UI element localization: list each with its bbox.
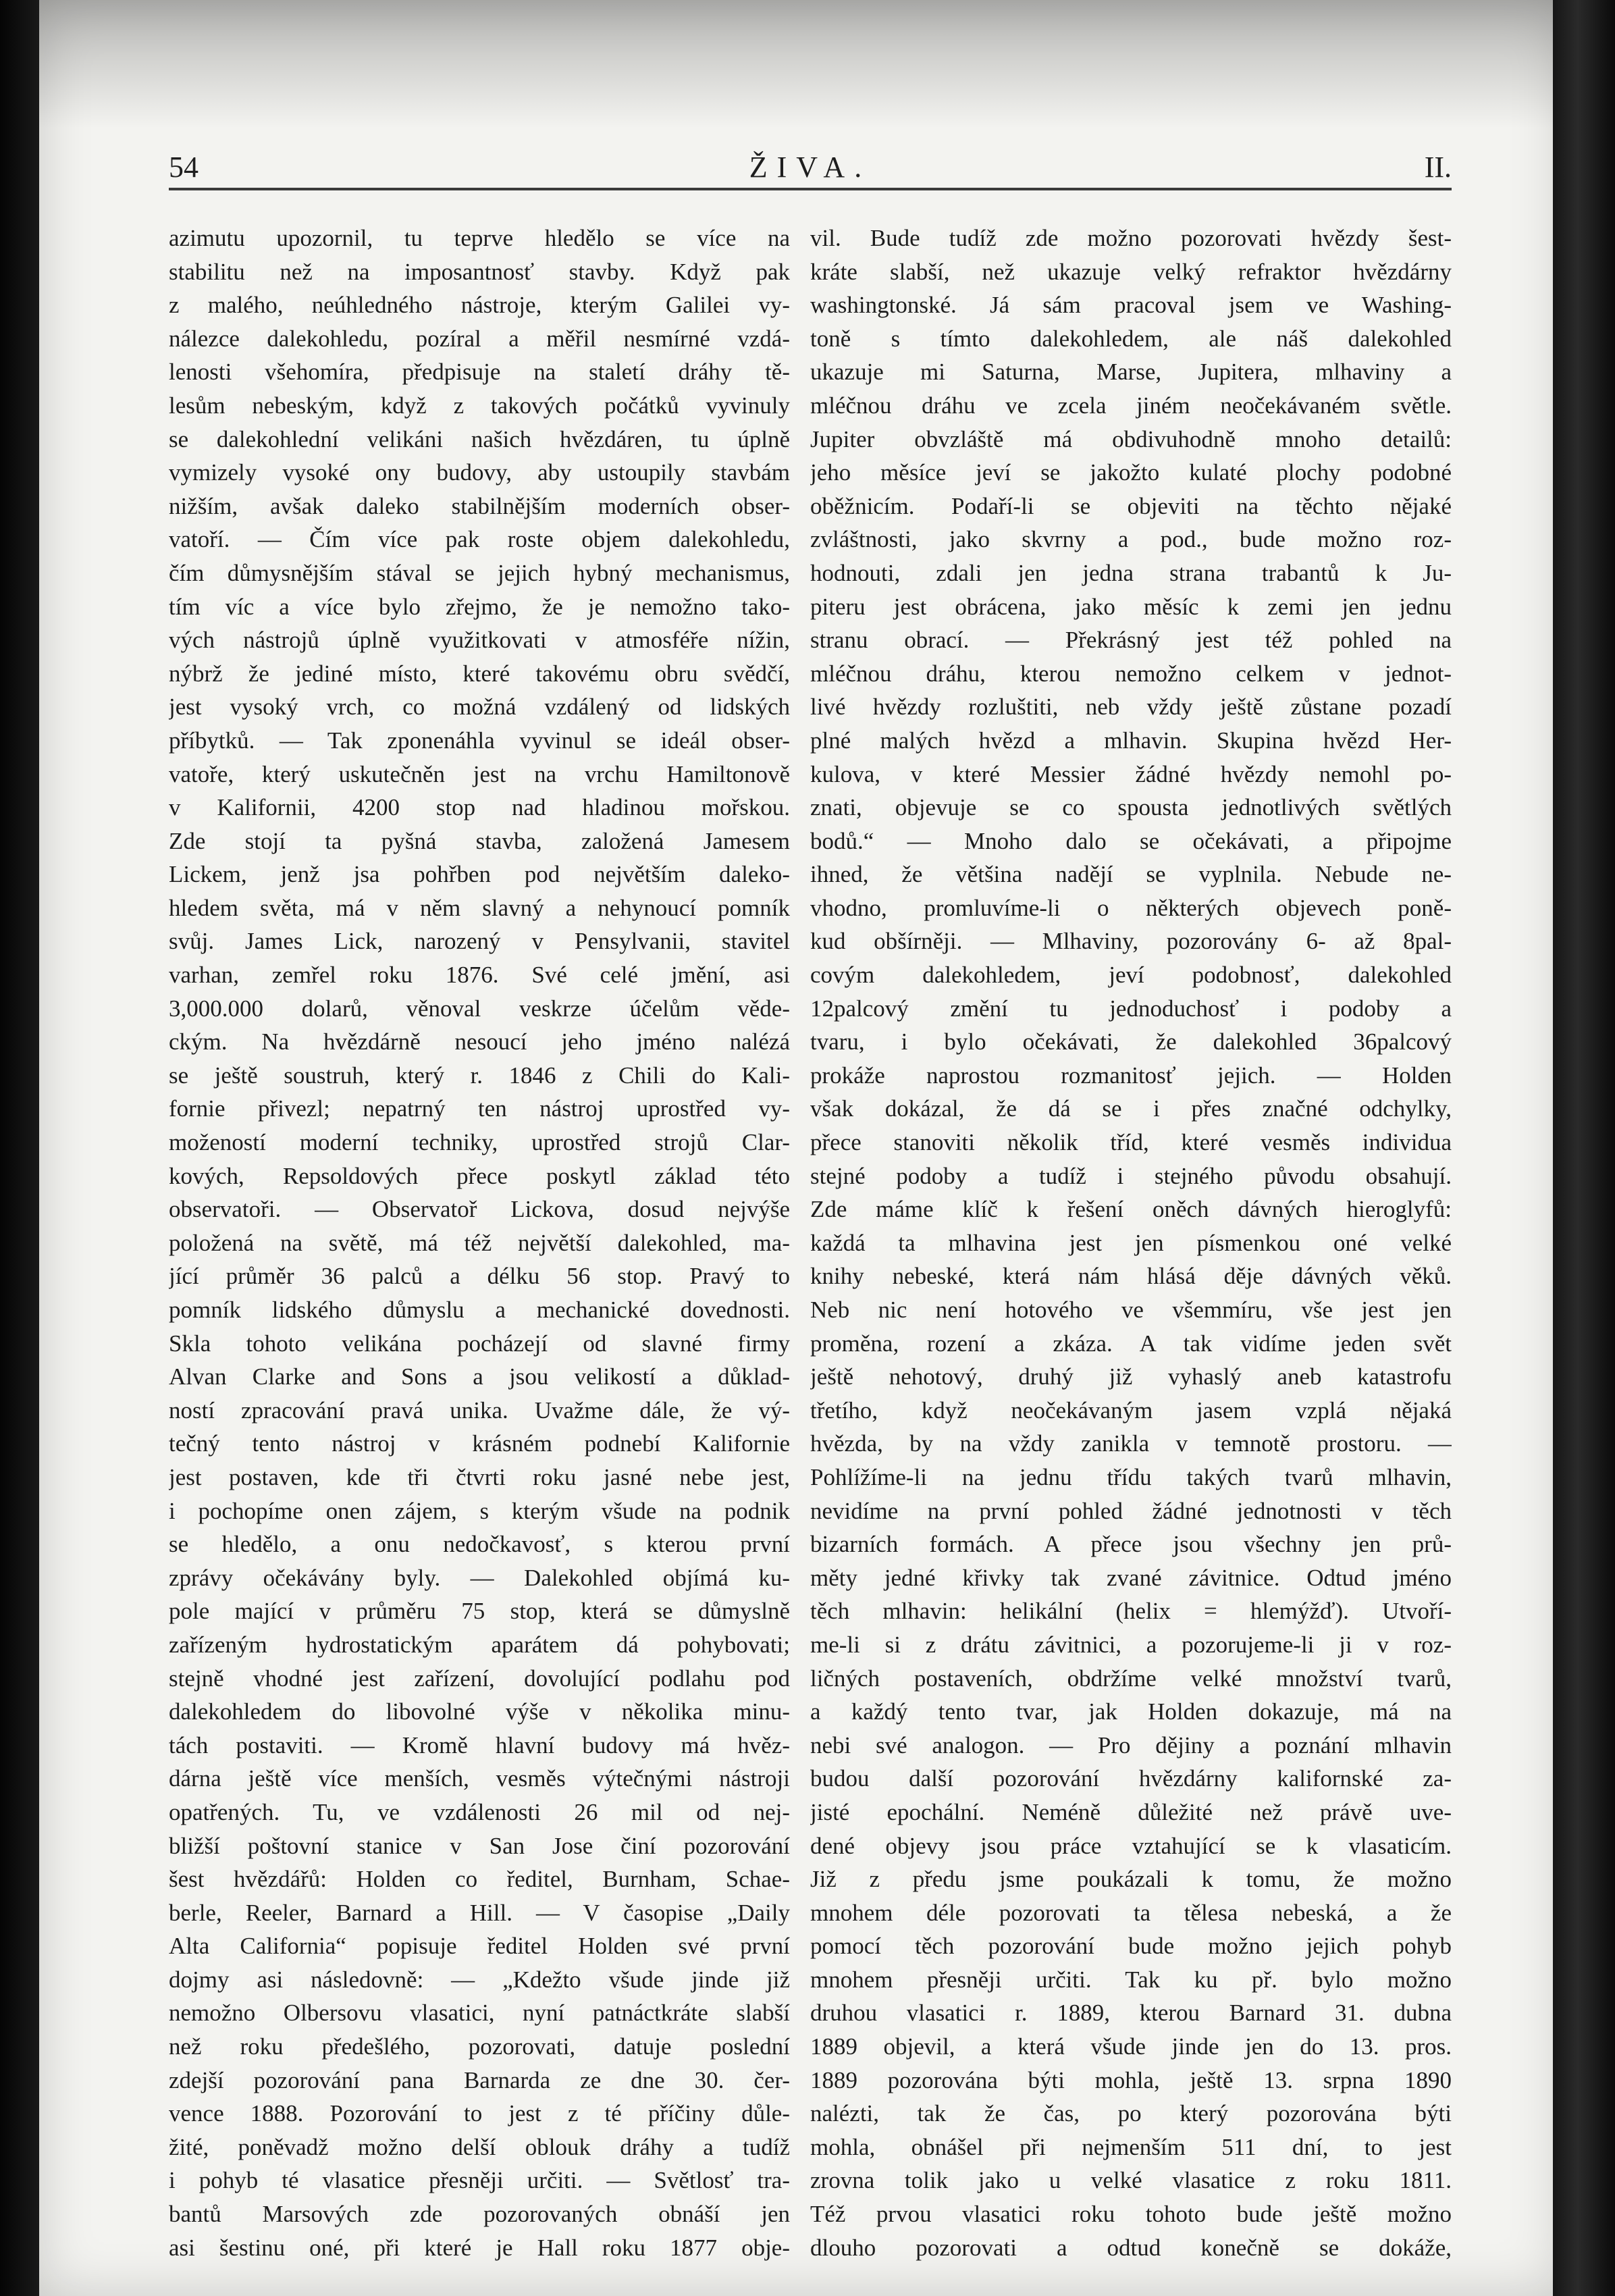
text-line: měty jedné křivky tak zvané závitnice. Odtud jméno: [810, 1564, 1452, 1591]
text-line: kulova, v které Messier žádné hvězdy nemohl po-: [810, 760, 1452, 787]
text-line: však dokázal, že dá se i přes značné odchylky,: [810, 1095, 1452, 1122]
text-line: vatoře, který uskutečněn jest na vrchu Hamiltonově: [169, 760, 790, 787]
text-line: pomník lidského důmyslu a mechanické dovednosti.: [169, 1297, 790, 1323]
text-line: 3,000.000 dolarů, věnoval veskrze účelům věde-: [169, 995, 790, 1022]
text-line: příbytků. — Tak zponenáhla vyvinul se ideál obser-: [169, 727, 790, 754]
text-line: piteru jest obrácena, jako měsíc k zemi jen jednu: [810, 593, 1452, 620]
text-line: me-li si z drátu závitnici, a pozorujeme-li ji v roz-: [810, 1631, 1452, 1658]
text-line: jisté epochální. Neméně důležité než právě uve-: [810, 1798, 1452, 1825]
text-line: 1889 pozorována býti mohla, ještě 13. srpna 1890: [810, 2066, 1452, 2093]
text-line: šest hvězdářů: Holden co ředitel, Burnham, Schae-: [169, 1866, 790, 1893]
text-line: mléčnou dráhu, kterou nemožno celkem v jednot-: [810, 660, 1452, 687]
text-line: hodnouti, zdali jen jedna strana trabantů k Ju-: [810, 559, 1452, 586]
text-line: 12palcový změní tu jednoduchosť i podoby a: [810, 995, 1452, 1022]
text-line: ukazuje mi Saturna, Marse, Jupitera, mlhaviny a: [810, 359, 1452, 386]
text-line: nýbrž že jediné místo, které takovému obru svědčí,: [169, 660, 790, 687]
text-line: stejné podoby a tudíž i stejného původu obsahují.: [810, 1162, 1452, 1189]
text-line: mohla, obnášel při nejmenším 511 dní, to jest: [810, 2133, 1452, 2160]
text-line: znati, objevuje se co spousta jednotlivých světlých: [810, 794, 1452, 821]
text-line: se hledělo, a onu nedočkavosť, s kterou první: [169, 1531, 790, 1558]
page-number: 54: [169, 151, 198, 184]
text-line: každá ta mlhavina jest jen písmenkou oné velké: [810, 1229, 1452, 1256]
text-line: kových, Repsoldových přece poskytl základ této: [169, 1162, 790, 1189]
text-line: mléčnou dráhu ve zcela jiném neočekávaném světle.: [810, 392, 1452, 419]
text-line: tím víc a více bylo zřejmo, že je nemožno tako-: [169, 593, 790, 620]
text-line: Též prvou vlasatici roku tohoto bude ještě možno: [810, 2201, 1452, 2228]
text-line: dlouho pozorovati a odtud konečně se dokáže,: [810, 2234, 1452, 2261]
text-line: covým dalekohledem, jeví podobnosť, dalekohled: [810, 962, 1452, 989]
text-line: čím důmysnějším stával se jejich hybný mechanismus,: [169, 559, 790, 586]
text-line: Skla tohoto velikána pocházejí od slavné firmy: [169, 1330, 790, 1357]
text-line: opatřených. Tu, ve vzdálenosti 26 mil od nej-: [169, 1798, 790, 1825]
text-line: položená na světě, má též největší dalekohled, ma-: [169, 1229, 790, 1256]
text-line: zprávy očekávány byly. — Dalekohled objímá ku-: [169, 1564, 790, 1591]
text-line: jeho měsíce jeví se jakožto kulaté plochy podobné: [810, 459, 1452, 486]
text-line: plné malých hvězd a mlhavin. Skupina hvězd Her-: [810, 727, 1452, 754]
text-line: Jupiter obvzláště má obdivuhodně mnoho detailů:: [810, 425, 1452, 452]
text-line: mnohem přesněji určiti. Tak ku př. bylo možno: [810, 1966, 1452, 1993]
text-line: druhou vlasatici r. 1889, kterou Barnard 31. dubna: [810, 2000, 1452, 2027]
text-line: Zde máme klíč k řešení oněch dávných hieroglyfů:: [810, 1196, 1452, 1223]
text-line: vatoří. — Čím více pak roste objem dalekohledu,: [169, 526, 790, 553]
text-line: jící průměr 36 palců a délku 56 stop. Pravý to: [169, 1263, 790, 1290]
text-line: ckým. Na hvězdárně nesoucí jeho jméno nalézá: [169, 1028, 790, 1055]
scan-border-right: [1553, 0, 1615, 2296]
text-line: nálezce dalekohledu, pozíral a měřil nesmírné vzdá-: [169, 325, 790, 352]
text-line: proměna, rození a zkáza. A tak vidíme jeden svět: [810, 1330, 1452, 1357]
text-line: hledem světa, má v něm slavný a nehynoucí pomník: [169, 894, 790, 921]
text-line: tvaru, i bylo očekávati, že dalekohled 36palcový: [810, 1028, 1452, 1055]
text-line: livé hvězdy rozluštiti, neb vždy ještě zůstane pozadí: [810, 694, 1452, 721]
text-line: vil. Bude tudíž zde možno pozorovati hvězdy šest-: [810, 225, 1452, 251]
text-line: v Kalifornii, 4200 stop nad hladinou mořskou.: [169, 794, 790, 821]
text-line: hvězda, by na vždy zanikla v temnotě prostoru. —: [810, 1430, 1452, 1457]
text-line: i pochopíme onen zájem, s kterým všude na podnik: [169, 1497, 790, 1524]
text-line: knihy nebeské, která nám hlásá děje dávných věků.: [810, 1263, 1452, 1290]
text-line: vhodno, promluvíme-li o některých objevech poně-: [810, 894, 1452, 921]
text-line: třetího, když neočekávaným jasem vzplá nějaká: [810, 1397, 1452, 1424]
text-line: zvláštnosti, jako skvrny a pod., bude možno roz-: [810, 526, 1452, 553]
right-column: [810, 221, 1452, 2264]
text-line: nalézti, tak že čas, po který pozorována býti: [810, 2100, 1452, 2127]
text-line: stejně vhodné jest zařízení, dovolující podlahu pod: [169, 1665, 790, 1692]
text-line: jest postaven, kde tři čtvrti roku jasné nebe jest,: [169, 1463, 790, 1490]
text-line: Lickem, jenž jsa pohřben pod největším daleko-: [169, 861, 790, 888]
header-rule: [169, 188, 1452, 190]
text-line: se ještě soustruh, který r. 1846 z Chili do Kali-: [169, 1062, 790, 1089]
text-line: ličných postaveních, obdržíme velké množství tvarů,: [810, 1665, 1452, 1692]
text-line: vence 1888. Pozorování to jest z té příčiny důle-: [169, 2100, 790, 2127]
text-line: kráte slabší, než ukazuje velký refraktor hvězdárny: [810, 258, 1452, 285]
text-line: toně s tímto dalekohledem, ale náš dalekohled: [810, 325, 1452, 352]
text-line: asi šestinu oné, při které je Hall roku 1877 obje-: [169, 2234, 790, 2261]
text-line: observatoři. — Observatoř Lickova, dosud nejvýše: [169, 1196, 790, 1223]
text-line: dené objevy jsou práce vztahující se k vlasaticím.: [810, 1832, 1452, 1859]
text-line: svůj. James Lick, narozený v Pensylvanii, stavitel: [169, 928, 790, 955]
text-line: vých nástrojů úplně využitkovati v atmosféře nížin,: [169, 627, 790, 654]
text-line: bližší poštovní stanice v San Jose činí pozorování: [169, 1832, 790, 1859]
text-line: se dalekohlední velikáni našich hvězdáren, tu úplně: [169, 425, 790, 452]
scan-shadow: [39, 0, 1564, 128]
journal-title: ŽIVA.: [749, 151, 872, 184]
text-line: možeností moderní techniky, uprostřed strojů Clar-: [169, 1129, 790, 1156]
text-line: mnohem déle pozorovati ta tělesa nebeská, a že: [810, 1899, 1452, 1926]
left-column: [169, 221, 790, 2264]
text-line: varhan, zemřel roku 1876. Své celé jmění, asi: [169, 962, 790, 989]
text-line: stabilitu než na imposantnosť stavby. Když pak: [169, 258, 790, 285]
text-line: lenosti všehomíra, předpisuje na staletí dráhy tě-: [169, 359, 790, 386]
text-line: dalekohledem do libovolné výše v několika minu-: [169, 1698, 790, 1725]
text-line: nevidíme na první pohled žádné jednotnosti v těch: [810, 1497, 1452, 1524]
text-line: jest vysoký vrch, co možná vzdálený od lidských: [169, 694, 790, 721]
text-line: pomocí těch pozorování bude možno jejich pohyb: [810, 1933, 1452, 1960]
text-line: stranu obrací. — Překrásný jest též pohled na: [810, 627, 1452, 654]
text-line: tečný tento nástroj v krásném podnebí Kalifornie: [169, 1430, 790, 1457]
text-line: pole mající v průměru 75 stop, která se důmyslně: [169, 1598, 790, 1625]
text-line: lesům nebeským, když z takových počátků vyvinuly: [169, 392, 790, 419]
text-line: Zde stojí ta pyšná stavba, založená Jamesem: [169, 827, 790, 854]
text-line: nebi své analogon. — Pro dějiny a poznání mlhavin: [810, 1731, 1452, 1758]
text-line: budou další pozorování hvězdárny kalifornské za-: [810, 1765, 1452, 1792]
text-line: bodů.“ — Mnoho dalo se očekávati, a připojme: [810, 827, 1452, 854]
text-line: Neb nic není hotového ve všemmíru, vše jest jen: [810, 1297, 1452, 1323]
text-line: zrovna tolik jako u velké vlasatice z roku 1811.: [810, 2167, 1452, 2194]
text-line: ještě nehotový, druhý již vyhaslý aneb katastrofu: [810, 1363, 1452, 1390]
text-line: berle, Reeler, Barnard a Hill. — V časopise „Daily: [169, 1899, 790, 1926]
text-line: tách postaviti. — Kromě hlavní budovy má hvěz-: [169, 1731, 790, 1758]
text-line: oběžnicím. Podaří-li se objeviti na těchto nějaké: [810, 492, 1452, 519]
text-line: Alvan Clarke and Sons a jsou velikostí a důklad-: [169, 1363, 790, 1390]
text-line: dárna ještě více menších, vesměs výtečnými nástroji: [169, 1765, 790, 1792]
text-line: washingtonské. Já sám pracoval jsem ve Washing-: [810, 292, 1452, 319]
text-line: Již z předu jsme poukázali k tomu, že možno: [810, 1866, 1452, 1893]
text-line: fornie přivezl; nepatrný ten nástroj uprostřed vy-: [169, 1095, 790, 1122]
text-line: dojmy asi následovně: — „Kdežto všude jinde již: [169, 1966, 790, 1993]
text-line: prokáže naprostou rozmanitosť jejich. — Holden: [810, 1062, 1452, 1089]
text-line: azimutu upozornil, tu teprve hledělo se více na: [169, 225, 790, 251]
text-line: zdejší pozorování pana Barnarda ze dne 30. čer-: [169, 2066, 790, 2093]
text-line: těch mlhavin: helikální (helix = hlemýžď). Utvoří-: [810, 1598, 1452, 1625]
text-line: z malého, neúhledného nástroje, kterým Galilei vy-: [169, 292, 790, 319]
text-line: bantů Marsových zde pozorovaných obnáší jen: [169, 2201, 790, 2228]
text-line: nižším, avšak daleko stabilnějším moderních obser-: [169, 492, 790, 519]
text-line: než roku předešlého, pozorovati, datuje poslední: [169, 2033, 790, 2060]
text-line: zařízeným hydrostatickým aparátem dá pohybovati;: [169, 1631, 790, 1658]
text-line: vymizely vysoké ony budovy, aby ustoupily stavbám: [169, 459, 790, 486]
text-line: ihned, že většina nadějí se vyplnila. Nebude ne-: [810, 861, 1452, 888]
text-line: kud obšírněji. — Mlhaviny, pozorovány 6- až 8pal-: [810, 928, 1452, 955]
text-line: Pohlížíme-li na jednu třídu takých tvarů mlhavin,: [810, 1463, 1452, 1490]
text-line: a každý tento tvar, jak Holden dokazuje, má na: [810, 1698, 1452, 1725]
text-line: ností zpracování pravá unika. Uvažme dále, že vý-: [169, 1397, 790, 1424]
text-line: nemožno Olbersovu vlasatici, nyní patnáctkráte slabší: [169, 2000, 790, 2027]
text-line: 1889 objevil, a která všude jinde jen do 13. pros.: [810, 2033, 1452, 2060]
scan-border-left: [0, 0, 41, 2296]
running-header: [169, 143, 1452, 190]
text-line: přece stanoviti několik tříd, které vesměs individua: [810, 1129, 1452, 1156]
text-line: Alta California“ popisuje ředitel Holden své první: [169, 1933, 790, 1960]
text-line: i pohyb té vlasatice přesněji určiti. — Světlosť tra-: [169, 2167, 790, 2194]
text-line: žité, poněvadž možno delší oblouk dráhy a tudíž: [169, 2133, 790, 2160]
volume-number: II.: [1424, 151, 1452, 184]
text-line: bizarních formách. A přece jsou všechny jen prů-: [810, 1531, 1452, 1558]
